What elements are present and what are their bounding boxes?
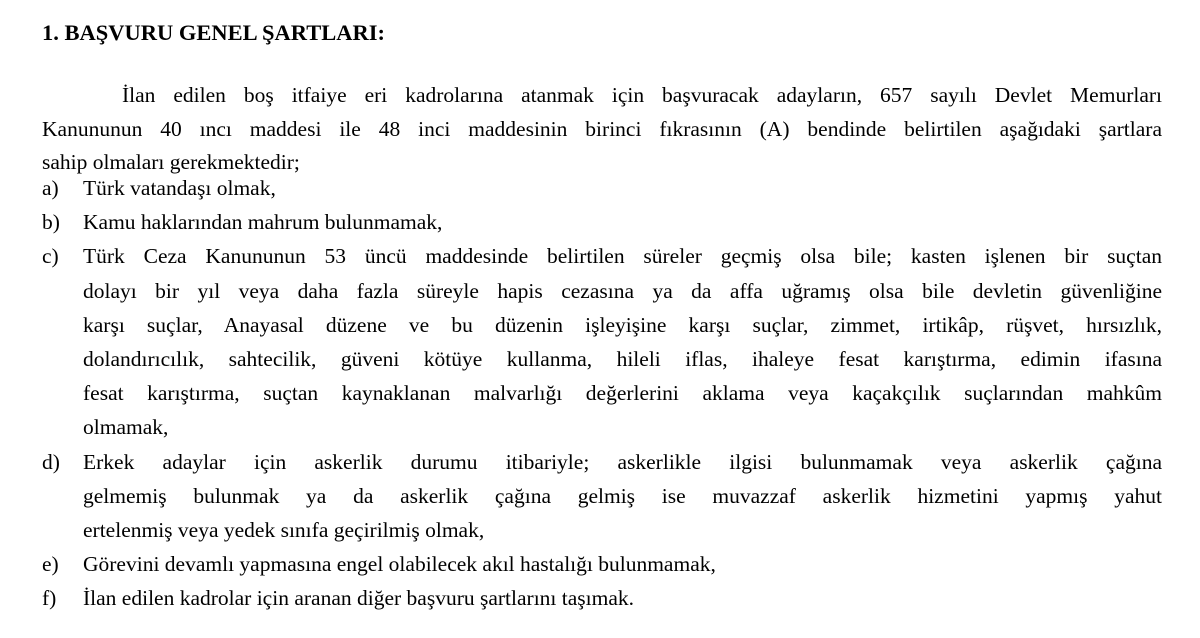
list-marker: d) [42,449,60,474]
intro-paragraph [42,79,1162,180]
list-item-text: gelmemiş bulunmak ya da askerlik çağına gelmiş ise muvazzaf askerlik hizmetini yapmış yahut [83,483,1162,508]
list-marker: f) [42,586,57,611]
intro-line: Kanununun 40 ıncı maddesi ile 48 inci maddesinin birinci fıkrasının (A) bendinde belirtilen aşağıdaki şartlara [42,116,1162,141]
list-item-text: Kamu haklarından mahrum bulunmamak, [83,210,443,235]
list-item-text: dolandırıcılık, sahtecilik, güveni kötüye kullanma, hileli iflas, ihaleye fesat karıştırma, edimin ifasına [83,347,1162,372]
requirements-list [42,171,1162,616]
section-heading: 1. BAŞVURU GENEL ŞARTLARI: [42,20,386,45]
list-item-f [42,581,1162,615]
list-item-a [42,171,1162,205]
list-item-text: dolayı bir yıl veya daha fazla süreyle hapis cezasına ya da affa uğramış olsa bile devletin güvenliğine [83,278,1162,303]
list-item-text: İlan edilen kadrolar için aranan diğer başvuru şartlarını taşımak. [83,586,635,611]
intro-line: İlan edilen boş itfaiye eri kadrolarına atanmak için başvuracak adayların, 657 sayılı Devlet Memurları [122,83,1162,107]
list-item-text: fesat karıştırma, suçtan kaynaklanan malvarlığı değerlerini aklama veya kaçakçılık suçlarından mahkûm [83,381,1162,406]
list-item-text: olmamak, [83,415,169,440]
list-marker: a) [42,176,59,200]
list-marker: e) [42,552,59,577]
list-item-text: Türk vatandaşı olmak, [83,176,276,200]
list-item-text: Erkek adaylar için askerlik durumu itibariyle; askerlikle ilgisi bulunmamak veya askerlik çağına [83,449,1162,474]
list-item-text: Görevini devamlı yapmasına engel olabilecek akıl hastalığı bulunmamak, [83,552,716,577]
list-marker: c) [42,244,59,269]
list-item-b [42,205,1162,239]
list-item-text: Türk Ceza Kanununun 53 üncü maddesinde belirtilen süreler geçmiş olsa bile; kasten işlenen bir suçtan [83,244,1162,269]
list-item-d [42,445,1162,548]
list-marker: b) [42,210,60,235]
list-item-e [42,547,1162,581]
list-item-text: karşı suçlar, Anayasal düzene ve bu düzenin işleyişine karşı suçlar, zimmet, irtikâp, rüşvet, hırsızlık, [83,312,1162,337]
list-item-text: ertelenmiş veya yedek sınıfa geçirilmiş olmak, [83,518,485,543]
intro-line: sahip olmaları gerekmektedir; [42,150,300,175]
list-item-c [42,239,1162,444]
